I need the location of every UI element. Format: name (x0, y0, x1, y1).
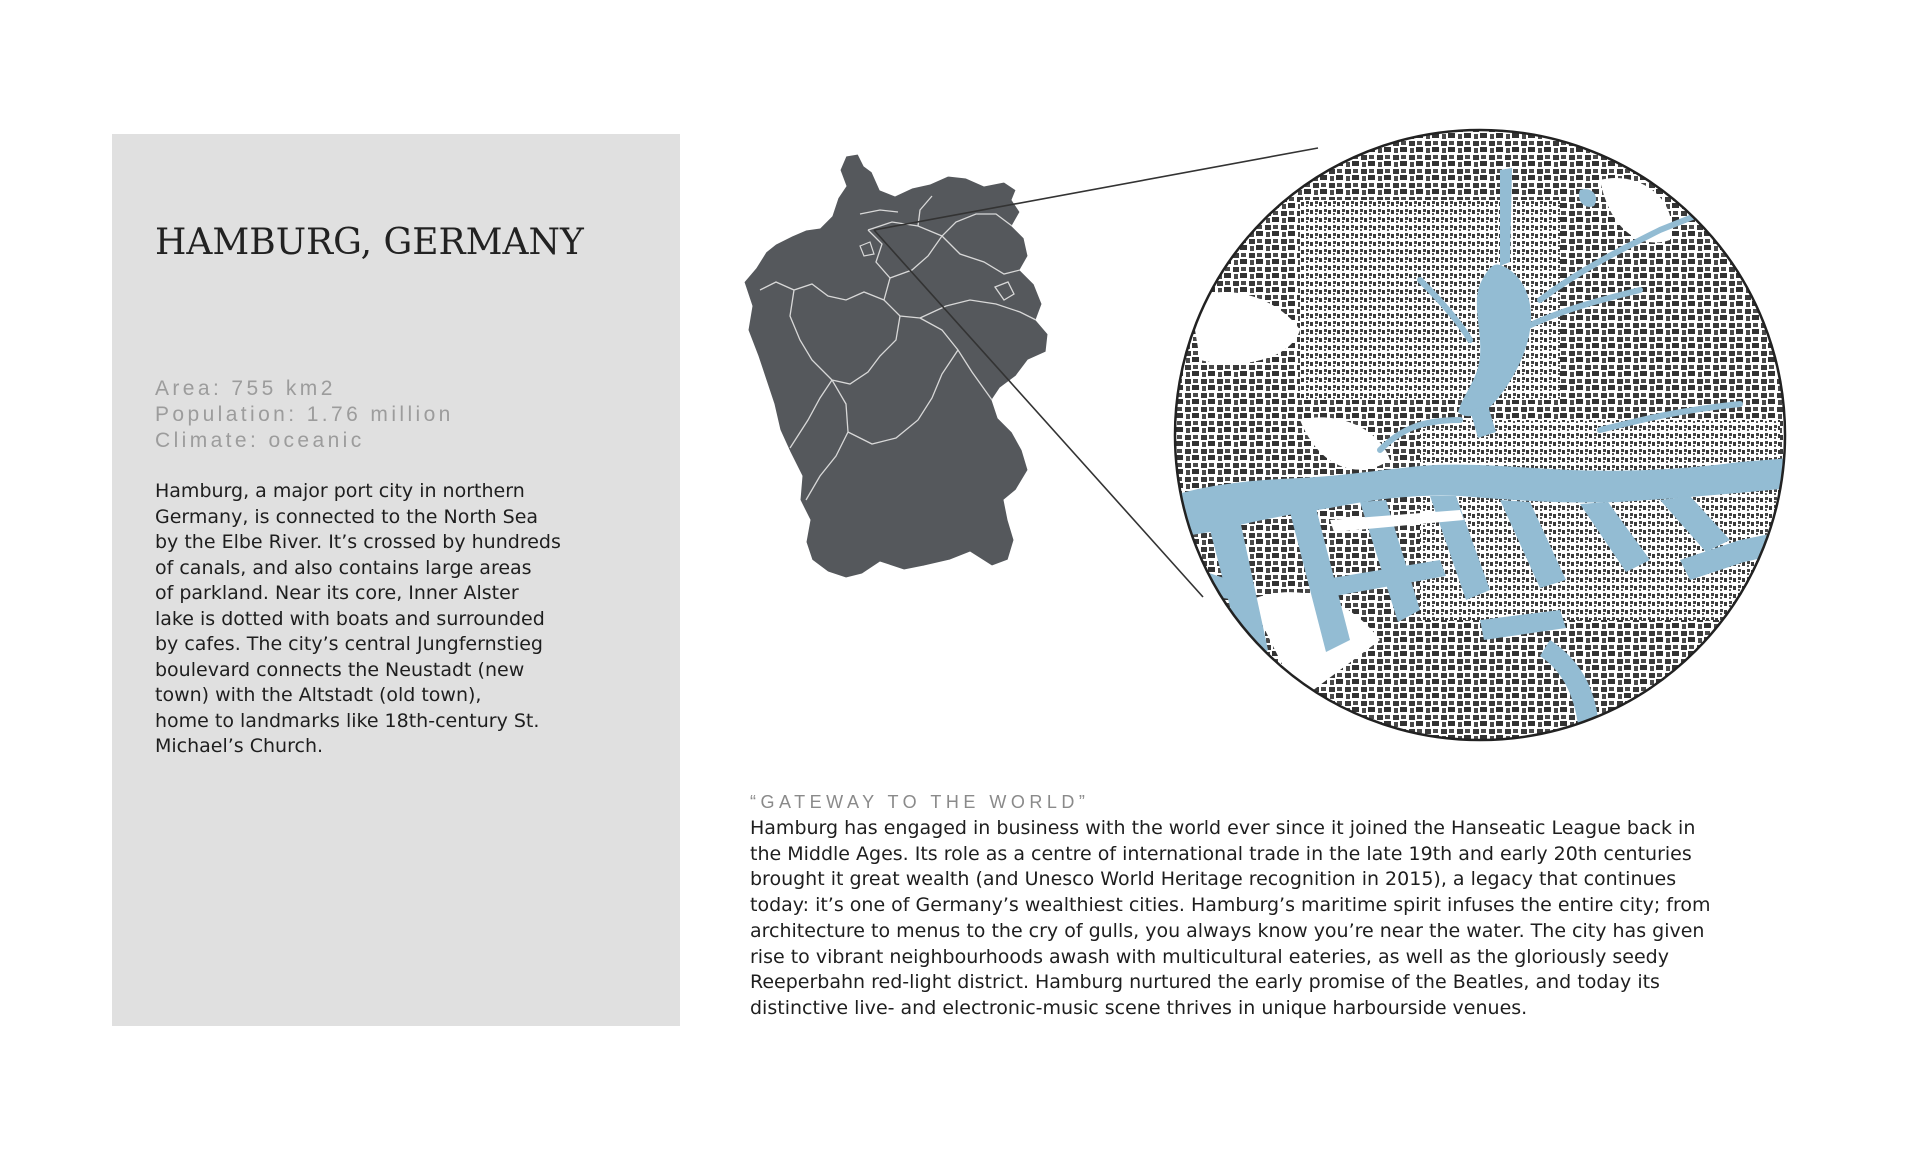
intro-line: lake is dotted with boats and surrounded (155, 607, 545, 630)
intro-line: by the Elbe River. It’s crossed by hundreds (155, 531, 561, 553)
story-line: the Middle Ages. Its role as a centre of international trade in the late 19th and early 20th centuries (750, 842, 1692, 865)
page-title: HAMBURG, GERMANY (155, 222, 584, 263)
fact-population: Population: 1.76 million (155, 403, 454, 426)
intro-line: Germany, is connected to the North Sea (155, 505, 539, 528)
story-line: architecture to menus to the cry of gulls, you always know you’re near the water. The city has given (750, 919, 1705, 942)
intro-line: by cafes. The city’s central Jungfernstieg (155, 633, 543, 655)
intro-line: boulevard connects the Neustadt (new (155, 658, 525, 681)
fact-climate: Climate: oceanic (155, 429, 365, 452)
story-line: Hamburg has engaged in business with the world ever since it joined the Hanseatic League back in (750, 817, 1696, 839)
quote-heading: “GATEWAY TO THE WORLD” (750, 792, 1090, 812)
story-line: brought it great wealth (and Unesco World Heritage recognition in 2015), a legacy that continues (750, 868, 1677, 891)
intro-line: Hamburg, a major port city in northern (155, 480, 525, 502)
story-line: distinctive live- and electronic-music scene thrives in unique harbourside venues. (750, 996, 1528, 1019)
germany-map-icon (744, 154, 1048, 578)
story-line: Reeperbahn red-light district. Hamburg nurtured the early promise of the Beatles, and today its (750, 971, 1660, 994)
hamburg-city-map-icon (1160, 125, 1790, 745)
intro-line: of parkland. Near its core, Inner Alster (155, 582, 519, 604)
story-line: rise to vibrant neighbourhoods awash with multicultural eateries, as well as the gloriously seedy (750, 945, 1669, 968)
story-paragraph (750, 816, 1790, 1022)
intro-line: Michael’s Church. (155, 735, 324, 757)
intro-line: home to landmarks like 18th-century St. (155, 709, 540, 732)
intro-line: of canals, and also contains large areas (155, 556, 532, 579)
intro-line: town) with the Altstadt (old town), (155, 684, 482, 706)
story-line: today: it’s one of Germany’s wealthiest cities. Hamburg’s maritime spirit infuses the entire city; from (750, 894, 1711, 917)
fact-area: Area: 755 km2 (155, 377, 336, 400)
